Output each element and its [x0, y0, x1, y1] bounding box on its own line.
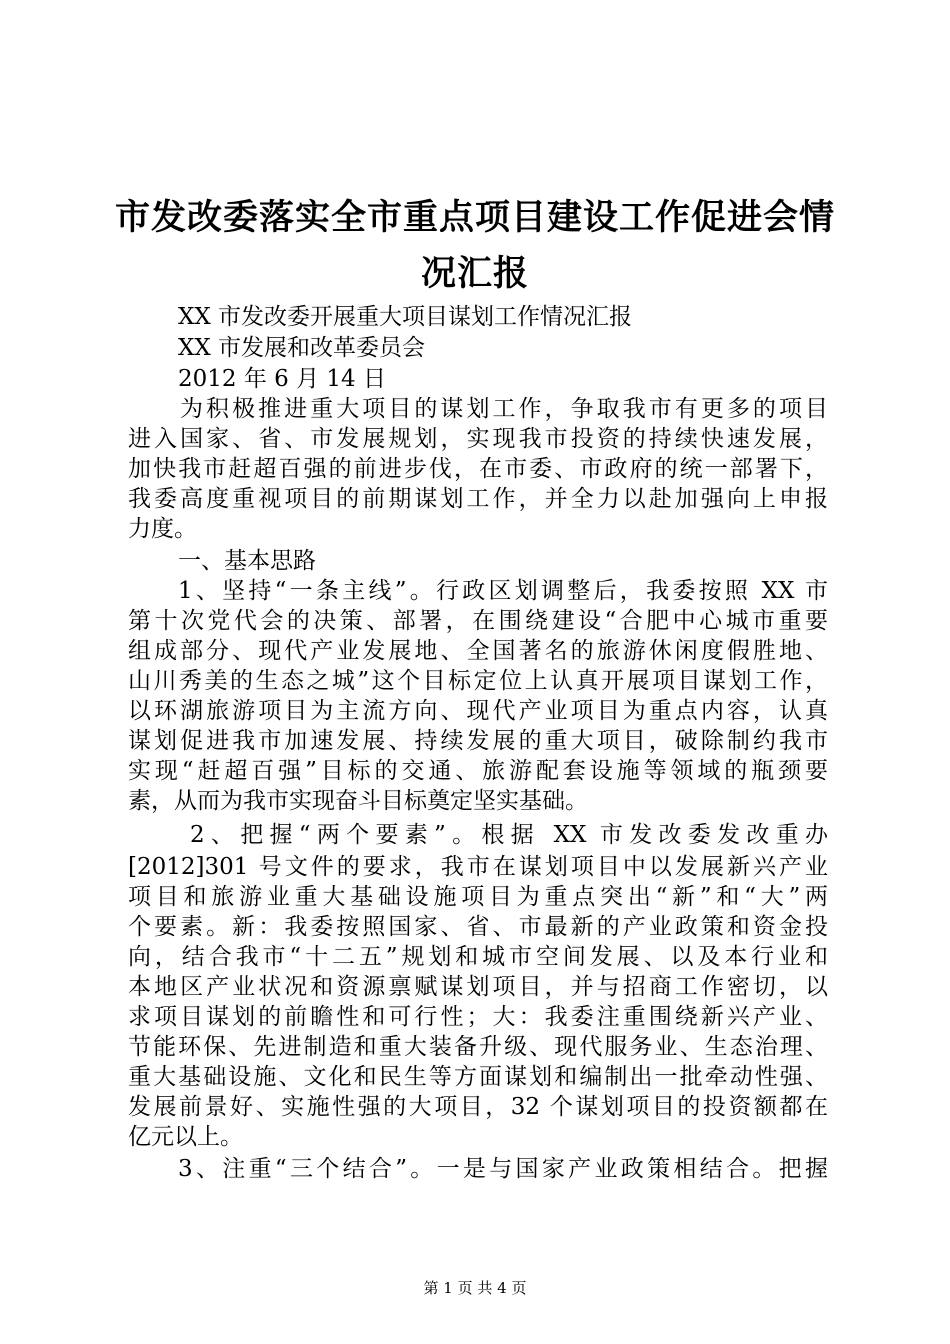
paragraph-line: 我委高度重视项目的前期谋划工作，并全力以赴加强向上申报: [128, 486, 828, 512]
paragraph-line: 力度。: [128, 516, 197, 542]
paragraph-line: 节能环保、先进制造和重大装备升级、现代服务业、生态治理、: [128, 1034, 828, 1060]
paragraph-line: 谋划促进我市加速发展、持续发展的重大项目，破除制约我市: [128, 728, 828, 754]
paragraph-line: 本地区产业状况和资源禀赋谋划项目，并与招商工作密切，以: [128, 974, 828, 1000]
paragraph-line: 个要素。新：我委按照国家、省、市最新的产业政策和资金投: [128, 914, 828, 940]
paragraph-line: [2012]301 号文件的要求，我市在谋划项目中以发展新兴产业: [128, 854, 828, 880]
paragraph-line: 求项目谋划的前瞻性和可行性；大：我委注重围绕新兴产业、: [128, 1004, 828, 1030]
paragraph-line: 亿元以上。: [128, 1124, 243, 1150]
paragraph-line: 1、坚持“一条主线”。行政区划调整后，我委按照 XX 市: [178, 578, 828, 604]
paragraph-line: 发展前景好、实施性强的大项目，32 个谋划项目的投资额都在: [128, 1094, 828, 1120]
paragraph-line: 2、把握“两个要素”。根据 XX 市发改委发改重办: [190, 822, 828, 848]
paragraph-line: 加快我市赶超百强的前进步伐，在市委、市政府的统一部署下，: [128, 456, 828, 482]
paragraph-line: 重大基础设施、文化和民生等方面谋划和编制出一批牵动性强、: [128, 1064, 828, 1090]
paragraph-line: 一、基本思路: [178, 548, 316, 574]
paragraph-line: 3、注重“三个结合”。一是与国家产业政策相结合。把握: [178, 1156, 828, 1182]
paragraph-line: 2012 年 6 月 14 日: [178, 366, 386, 392]
paragraph-line: 以环湖旅游项目为主流方向、现代产业项目为重点内容，认真: [128, 698, 828, 724]
document-title-line-1: 市发改委落实全市重点项目建设工作促进会情: [114, 198, 835, 238]
paragraph-line: 素，从而为我市实现奋斗目标奠定坚实基础。: [128, 788, 588, 814]
page-footer: 第 1 页 共 4 页: [423, 1279, 527, 1297]
paragraph-line: XX 市发展和改革委员会: [178, 335, 426, 361]
paragraph-line: 为积极推进重大项目的谋划工作，争取我市有更多的项目: [180, 396, 828, 422]
paragraph-line: 第十次党代会的决策、部署，在围绕建设“合肥中心城市重要: [128, 608, 828, 634]
paragraph-line: 山川秀美的生态之城”这个目标定位上认真开展项目谋划工作，: [128, 668, 828, 694]
paragraph-line: 组成部分、现代产业发展地、全国著名的旅游休闲度假胜地、: [128, 638, 828, 664]
paragraph-line: 向，结合我市“十二五”规划和城市空间发展、以及本行业和: [128, 944, 828, 970]
paragraph-line: 实现“赶超百强”目标的交通、旅游配套设施等领域的瓶颈要: [128, 758, 828, 784]
document-title-line-2: 况汇报: [420, 254, 529, 294]
paragraph-line: XX 市发改委开展重大项目谋划工作情况汇报: [178, 304, 633, 330]
paragraph-line: 项目和旅游业重大基础设施项目为重点突出“新”和“大”两: [128, 884, 828, 910]
paragraph-line: 进入国家、省、市发展规划，实现我市投资的持续快速发展，: [128, 426, 828, 452]
